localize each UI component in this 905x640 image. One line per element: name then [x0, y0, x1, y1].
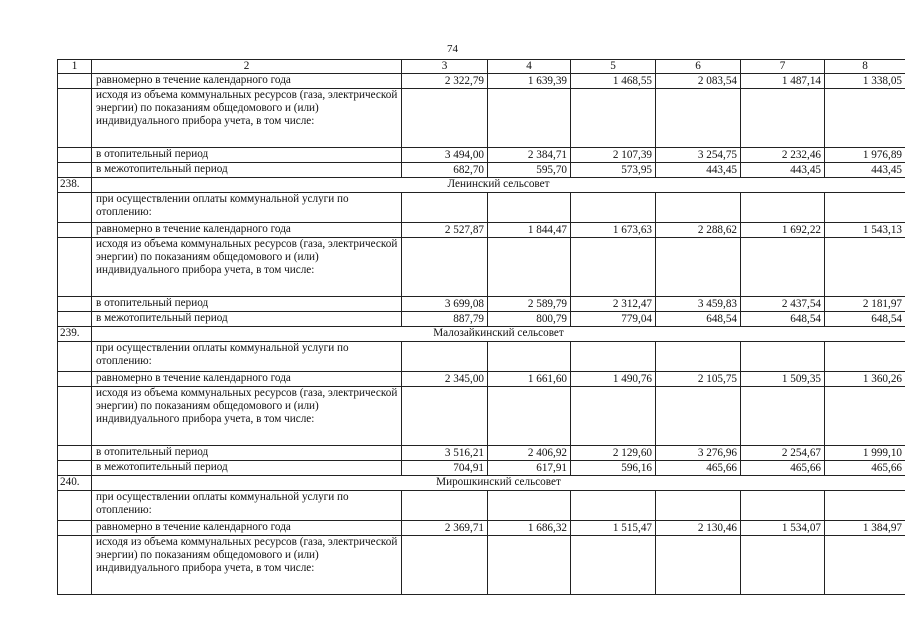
table-row: [58, 491, 905, 521]
section-row: [58, 178, 905, 193]
column-header: 1: [58, 60, 92, 74]
row-label: равномерно в течение календарного года: [92, 521, 402, 536]
table-row: [58, 193, 905, 223]
value-cell: 704,91: [402, 461, 488, 476]
row-label: равномерно в течение календарного года: [92, 74, 402, 89]
row-label: в межотопительный период: [92, 312, 402, 327]
row-index: [58, 521, 92, 536]
value-cell: [488, 536, 571, 595]
row-index: [58, 238, 92, 297]
value-cell: 1 999,10: [825, 446, 905, 461]
section-title: Мирошкинский сельсовет: [92, 476, 905, 491]
row-index: [58, 193, 92, 223]
value-cell: [741, 89, 825, 148]
value-cell: 1 490,76: [571, 372, 656, 387]
row-index: [58, 461, 92, 476]
value-cell: 1 844,47: [488, 223, 571, 238]
value-cell: [825, 89, 905, 148]
value-cell: 2 345,00: [402, 372, 488, 387]
row-index: [58, 74, 92, 89]
value-cell: 1 515,47: [571, 521, 656, 536]
value-cell: 1 534,07: [741, 521, 825, 536]
value-cell: 2 181,97: [825, 297, 905, 312]
row-index: [58, 342, 92, 372]
row-label: в межотопительный период: [92, 461, 402, 476]
value-cell: 2 312,47: [571, 297, 656, 312]
value-cell: 1 384,97: [825, 521, 905, 536]
value-cell: [741, 387, 825, 446]
row-label: в отопительный период: [92, 446, 402, 461]
table-row: [58, 342, 905, 372]
value-cell: 573,95: [571, 163, 656, 178]
table-row: [58, 536, 905, 595]
value-cell: [571, 387, 656, 446]
table-row: [58, 148, 905, 163]
value-cell: [402, 193, 488, 223]
row-index: [58, 387, 92, 446]
table-row: [58, 521, 905, 536]
row-index: [58, 148, 92, 163]
row-index: [58, 491, 92, 521]
value-cell: 682,70: [402, 163, 488, 178]
value-cell: 3 494,00: [402, 148, 488, 163]
value-cell: 1 360,26: [825, 372, 905, 387]
value-cell: 648,54: [825, 312, 905, 327]
value-cell: 2 107,39: [571, 148, 656, 163]
value-cell: 465,66: [825, 461, 905, 476]
value-cell: 779,04: [571, 312, 656, 327]
value-cell: 443,45: [741, 163, 825, 178]
table-row: [58, 238, 905, 297]
value-cell: 3 516,21: [402, 446, 488, 461]
row-index: [58, 446, 92, 461]
section-row: [58, 327, 905, 342]
value-cell: [571, 342, 656, 372]
value-cell: 617,91: [488, 461, 571, 476]
value-cell: 1 509,35: [741, 372, 825, 387]
value-cell: [571, 89, 656, 148]
value-cell: 2 105,75: [656, 372, 741, 387]
value-cell: 2 589,79: [488, 297, 571, 312]
value-cell: 596,16: [571, 461, 656, 476]
section-title: Малозайкинский сельсовет: [92, 327, 905, 342]
value-cell: [741, 491, 825, 521]
value-cell: 1 692,22: [741, 223, 825, 238]
value-cell: [825, 536, 905, 595]
row-index: [58, 163, 92, 178]
value-cell: 3 254,75: [656, 148, 741, 163]
value-cell: 1 468,55: [571, 74, 656, 89]
header-row: [58, 60, 905, 74]
value-cell: 1 661,60: [488, 372, 571, 387]
row-index: [58, 89, 92, 148]
value-cell: [488, 89, 571, 148]
value-cell: [488, 342, 571, 372]
value-cell: 1 976,89: [825, 148, 905, 163]
row-index: 238.: [58, 178, 92, 193]
value-cell: 1 639,39: [488, 74, 571, 89]
value-cell: [571, 238, 656, 297]
page-number: 74: [447, 43, 458, 55]
table-row: [58, 461, 905, 476]
row-label: исходя из объема коммунальных ресурсов (газа, электрической энергии) по показаниям общедомового и (или) индивидуального прибора учета, в том числе:: [92, 536, 402, 595]
section-row: [58, 476, 905, 491]
row-index: 239.: [58, 327, 92, 342]
value-cell: 2 254,67: [741, 446, 825, 461]
table-row: [58, 89, 905, 148]
value-cell: 465,66: [741, 461, 825, 476]
value-cell: 3 699,08: [402, 297, 488, 312]
value-cell: 3 459,83: [656, 297, 741, 312]
table-row: [58, 74, 905, 89]
table-row: [58, 163, 905, 178]
value-cell: 648,54: [741, 312, 825, 327]
row-label: в межотопительный период: [92, 163, 402, 178]
column-header: 5: [571, 60, 656, 74]
value-cell: [402, 387, 488, 446]
value-cell: [656, 536, 741, 595]
value-cell: [656, 491, 741, 521]
value-cell: 2 232,46: [741, 148, 825, 163]
row-label: исходя из объема коммунальных ресурсов (газа, электрической энергии) по показаниям общедомового и (или) индивидуального прибора учета, в том числе:: [92, 387, 402, 446]
row-index: [58, 297, 92, 312]
value-cell: 2 369,71: [402, 521, 488, 536]
table-row: [58, 446, 905, 461]
value-cell: 1 686,32: [488, 521, 571, 536]
value-cell: [571, 491, 656, 521]
value-cell: 2 437,54: [741, 297, 825, 312]
value-cell: 1 487,14: [741, 74, 825, 89]
value-cell: [656, 238, 741, 297]
row-label: равномерно в течение календарного года: [92, 372, 402, 387]
value-cell: 2 288,62: [656, 223, 741, 238]
column-header: 7: [741, 60, 825, 74]
value-cell: [741, 193, 825, 223]
value-cell: [741, 238, 825, 297]
value-cell: [825, 387, 905, 446]
row-label: при осуществлении оплаты коммунальной услуги по отоплению:: [92, 491, 402, 521]
row-label: исходя из объема коммунальных ресурсов (газа, электрической энергии) по показаниям общедомового и (или) индивидуального прибора учета, в том числе:: [92, 89, 402, 148]
table-row: [58, 223, 905, 238]
value-cell: [402, 89, 488, 148]
value-cell: 2 130,46: [656, 521, 741, 536]
value-cell: [656, 342, 741, 372]
value-cell: [741, 342, 825, 372]
value-cell: [571, 536, 656, 595]
section-title: Ленинский сельсовет: [92, 178, 905, 193]
value-cell: [402, 536, 488, 595]
value-cell: 443,45: [825, 163, 905, 178]
value-cell: 648,54: [656, 312, 741, 327]
column-header: 6: [656, 60, 741, 74]
column-header: 4: [488, 60, 571, 74]
value-cell: 3 276,96: [656, 446, 741, 461]
value-cell: 2 527,87: [402, 223, 488, 238]
row-label: при осуществлении оплаты коммунальной услуги по отоплению:: [92, 342, 402, 372]
row-index: [58, 223, 92, 238]
value-cell: [656, 193, 741, 223]
value-cell: [571, 193, 656, 223]
column-header: 8: [825, 60, 905, 74]
row-label: в отопительный период: [92, 148, 402, 163]
value-cell: [825, 238, 905, 297]
value-cell: 1 338,05: [825, 74, 905, 89]
row-label: при осуществлении оплаты коммунальной услуги по отоплению:: [92, 193, 402, 223]
value-cell: 2 083,54: [656, 74, 741, 89]
table-row: [58, 372, 905, 387]
value-cell: [656, 387, 741, 446]
value-cell: 2 406,92: [488, 446, 571, 461]
value-cell: [656, 89, 741, 148]
value-cell: [825, 193, 905, 223]
column-header: 3: [402, 60, 488, 74]
row-index: [58, 372, 92, 387]
column-header: 2: [92, 60, 402, 74]
value-cell: 465,66: [656, 461, 741, 476]
value-cell: 800,79: [488, 312, 571, 327]
value-cell: [825, 342, 905, 372]
value-cell: 1 673,63: [571, 223, 656, 238]
value-cell: [488, 491, 571, 521]
row-label: в отопительный период: [92, 297, 402, 312]
value-cell: [488, 238, 571, 297]
row-index: [58, 536, 92, 595]
table-row: [58, 312, 905, 327]
value-cell: [402, 491, 488, 521]
value-cell: 443,45: [656, 163, 741, 178]
row-label: исходя из объема коммунальных ресурсов (газа, электрической энергии) по показаниям общедомового и (или) индивидуального прибора учета, в том числе:: [92, 238, 402, 297]
row-index: [58, 312, 92, 327]
value-cell: 2 322,79: [402, 74, 488, 89]
row-label: равномерно в течение календарного года: [92, 223, 402, 238]
table-row: [58, 297, 905, 312]
value-cell: 2 384,71: [488, 148, 571, 163]
value-cell: [488, 387, 571, 446]
value-cell: [488, 193, 571, 223]
value-cell: 595,70: [488, 163, 571, 178]
value-cell: 1 543,13: [825, 223, 905, 238]
value-cell: [402, 238, 488, 297]
row-index: 240.: [58, 476, 92, 491]
value-cell: [825, 491, 905, 521]
value-cell: 2 129,60: [571, 446, 656, 461]
value-cell: [741, 536, 825, 595]
table-row: [58, 387, 905, 446]
tariff-table: [57, 59, 905, 595]
value-cell: [402, 342, 488, 372]
value-cell: 887,79: [402, 312, 488, 327]
